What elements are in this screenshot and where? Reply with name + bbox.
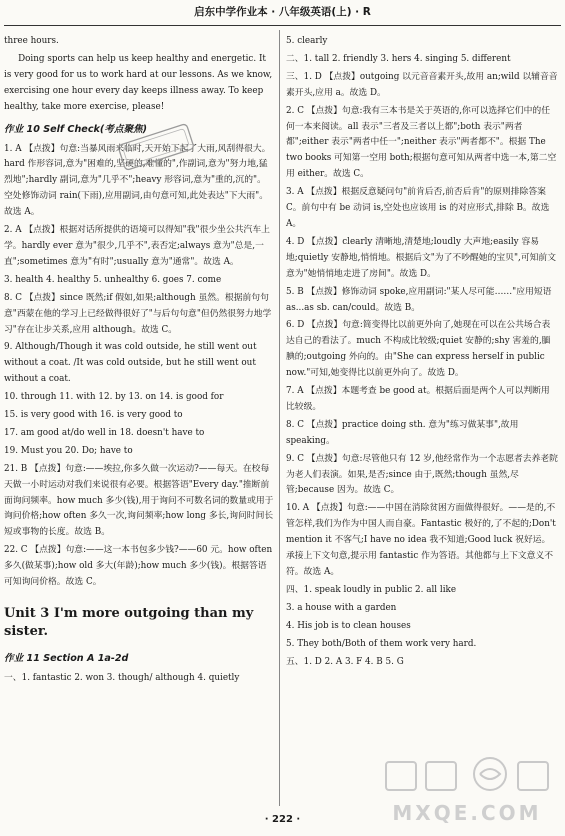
answer-line: 5. B 【点拨】修饰动词 spoke,应用副词:"某人尽可能……"应用短语 as...as sb. can/could。故选 B。 [286,286,552,313]
right-column [286,32,558,670]
answer-line: 4. His job is to clean houses [286,620,411,631]
section-heading: 作业 10 Self Check(考点聚焦) [4,123,148,135]
svg-text:MXQE.COM: MXQE.COM [392,801,542,825]
answer-line: 五、1. D 2. A 3. F 4. B 5. G [286,656,404,667]
page-header [0,0,565,26]
column-divider [279,30,280,806]
answer-line: 19. Must you 20. Do; have to [4,445,133,456]
answer-line: 2. A 【点拨】根据对话所提供的语境可以得知"我"很少坐公共汽车上学。hardly ever 意为"很少,几乎不",表否定;always 意为"总是,一直";sometimes 意为"有时";usually 意为"通常"。故选 A。 [4,225,270,267]
answer-line: 10. through 11. with 12. by 13. on 14. is good for [4,392,224,403]
paragraph: Doing sports can help us keep healthy and energetic. It is very good for us to work hard at our lessons. As we know, exercising one hour every day keeps illness away. To keep healthy, take more exercise, please! [4,53,273,112]
answer-line: three hours. [4,36,59,46]
answer-line: 四、1. speak loudly in public 2. all like [286,584,457,595]
answer-line: 6. D 【点拨】句意:简变得比以前更外向了,她现在可以在公共场合表达自己的看法了。much 不构成比较级;quiet 安静的;shy 害羞的,腼腆的;outgoing 外向的。由"She can express herself in public now."可知,她变得比以前更外向了。故选 D。 [286,320,551,379]
answer-line: 三、1. D 【点拨】outgoing 以元音音素开头,故用 an;wild 以辅音音素开头,应用 a。故选 D。 [286,71,558,98]
answer-line: 17. am good at/do well in 18. doesn't have to [4,427,205,438]
left-column [4,32,274,687]
answer-line: 5. clearly [286,36,328,46]
page-number: · 222 · [264,814,301,825]
answer-line: 一、1. fantastic 2. won 3. though/ although 4. quietly [4,673,240,683]
answer-line: 8. C 【点拨】practice doing sth. 意为"练习做某事",故用 speaking。 [286,419,519,446]
answer-line: 15. is very good with 16. is very good to [4,410,183,421]
header-rule [4,25,561,26]
answer-line: 4. D 【点拨】clearly 清晰地,清楚地;loudly 大声地;easily 容易地;quietly 安静地,悄悄地。根据后文"为了不吵醒她的宝贝",可知前文意为"她悄悄地走进了房间"。故选 D。 [286,236,557,279]
answer-line: 3. A 【点拨】根据反意疑问句"前肯后否,前否后肯"的原则排除答案 C。前句中有 be 动词 is,空处也应该用 is 的对应形式,排除 B。故选 A。 [286,187,550,229]
answer-line: 5. They both/Both of them work very hard. [286,638,477,649]
answer-line: 1. A 【点拨】句意:当暴风雨来临时,天开始下起了大雨,风刮得很大。hard 作形容词,意为"困难的,坚硬的,难懂的",作副词,意为"努力地,猛烈地";hardly 副词,意为"几乎不";heavy 形容词,意为"重的,沉的"。空处修饰动词 rain(下雨),应用副词,由句意可知,此处表达"下大雨"。故选 A。 [4,143,271,218]
answer-line: 9. C 【点拨】句意:尽管他只有 12 岁,他经常作为一个志愿者去养老院为老人们表演。如果,是否;since 由于,既然;though 虽然,尽管;because 因为。故选 C。 [286,453,558,496]
answer-line: 21. B 【点拨】句意:——埃拉,你多久做一次运动?——每天。在校每天做一小时运动对我们来说很有必要。根据答语"Every day."推断前面询问频率。how much 多少(钱),用于询问不可数名词的数量或用于询问价格;how often 多久一次,询问频率;how long 多长,询问时间长短或事物的长度。故选 B。 [4,463,274,538]
answer-line: 8. C 【点拨】since 既然;if 假如,如果;although 虽然。根据前句句意"西蒙在他的学习上已经做得很好了"与后句句意"但仍然很努力地学习"存在让步关系,应用 although。故选 C。 [4,292,272,335]
answer-line: 3. a house with a garden [286,602,397,613]
answer-line: 7. A 【点拨】本题考查 be good at。根据后面是两个人可以判断用比较级。 [286,386,550,412]
section-heading: 作业 11 Section A 1a-2d [4,653,129,664]
answer-line: 9. Although/Though it was cold outside, he still went out without a coat. /It was cold outside, but he still went out without a coat. [4,342,257,385]
header-title: 启东中学作业本 · 八年级英语(上) · R [194,6,371,18]
answer-line: 3. health 4. healthy 5. unhealthy 6. goes 7. come [4,274,222,285]
unit-title: Unit 3 I'm more outgoing than my sister. [4,606,254,639]
answer-line: 10. A 【点拨】句意:——中国在消除贫困方面做得很好。——是的,不管怎样,我们为作为中国人而自豪。Fantastic 极好的,了不起的;Don't mention it 不客气;I have no idea 我不知道;Good luck 祝好运。承接上下文句意,提示用 fantastic 作为答语。其他都与上下文意义不符。故选 A。 [286,503,556,577]
answer-line: 二、1. tall 2. friendly 3. hers 4. singing 5. different [286,53,511,64]
answer-line: 2. C 【点拨】句意:我有三本书是关于英语的,你可以选择它们中的任何一本来阅读。all 表示"三者及三者以上都";both 表示"两者都";either 表示"两者中任一";neither 表示"两者都不"。根据 The two books 可知第一空用 both;根据句意可知从两者中选一本,第二空用 either。故选 C。 [286,105,557,180]
answer-line: 22. C 【点拨】句意:——这一本书包多少钱?——60 元。how often 多久(做某事);how old 多大(年龄);how much 多少(钱)。根据答语可知询问价格。故选 C。 [4,545,273,588]
